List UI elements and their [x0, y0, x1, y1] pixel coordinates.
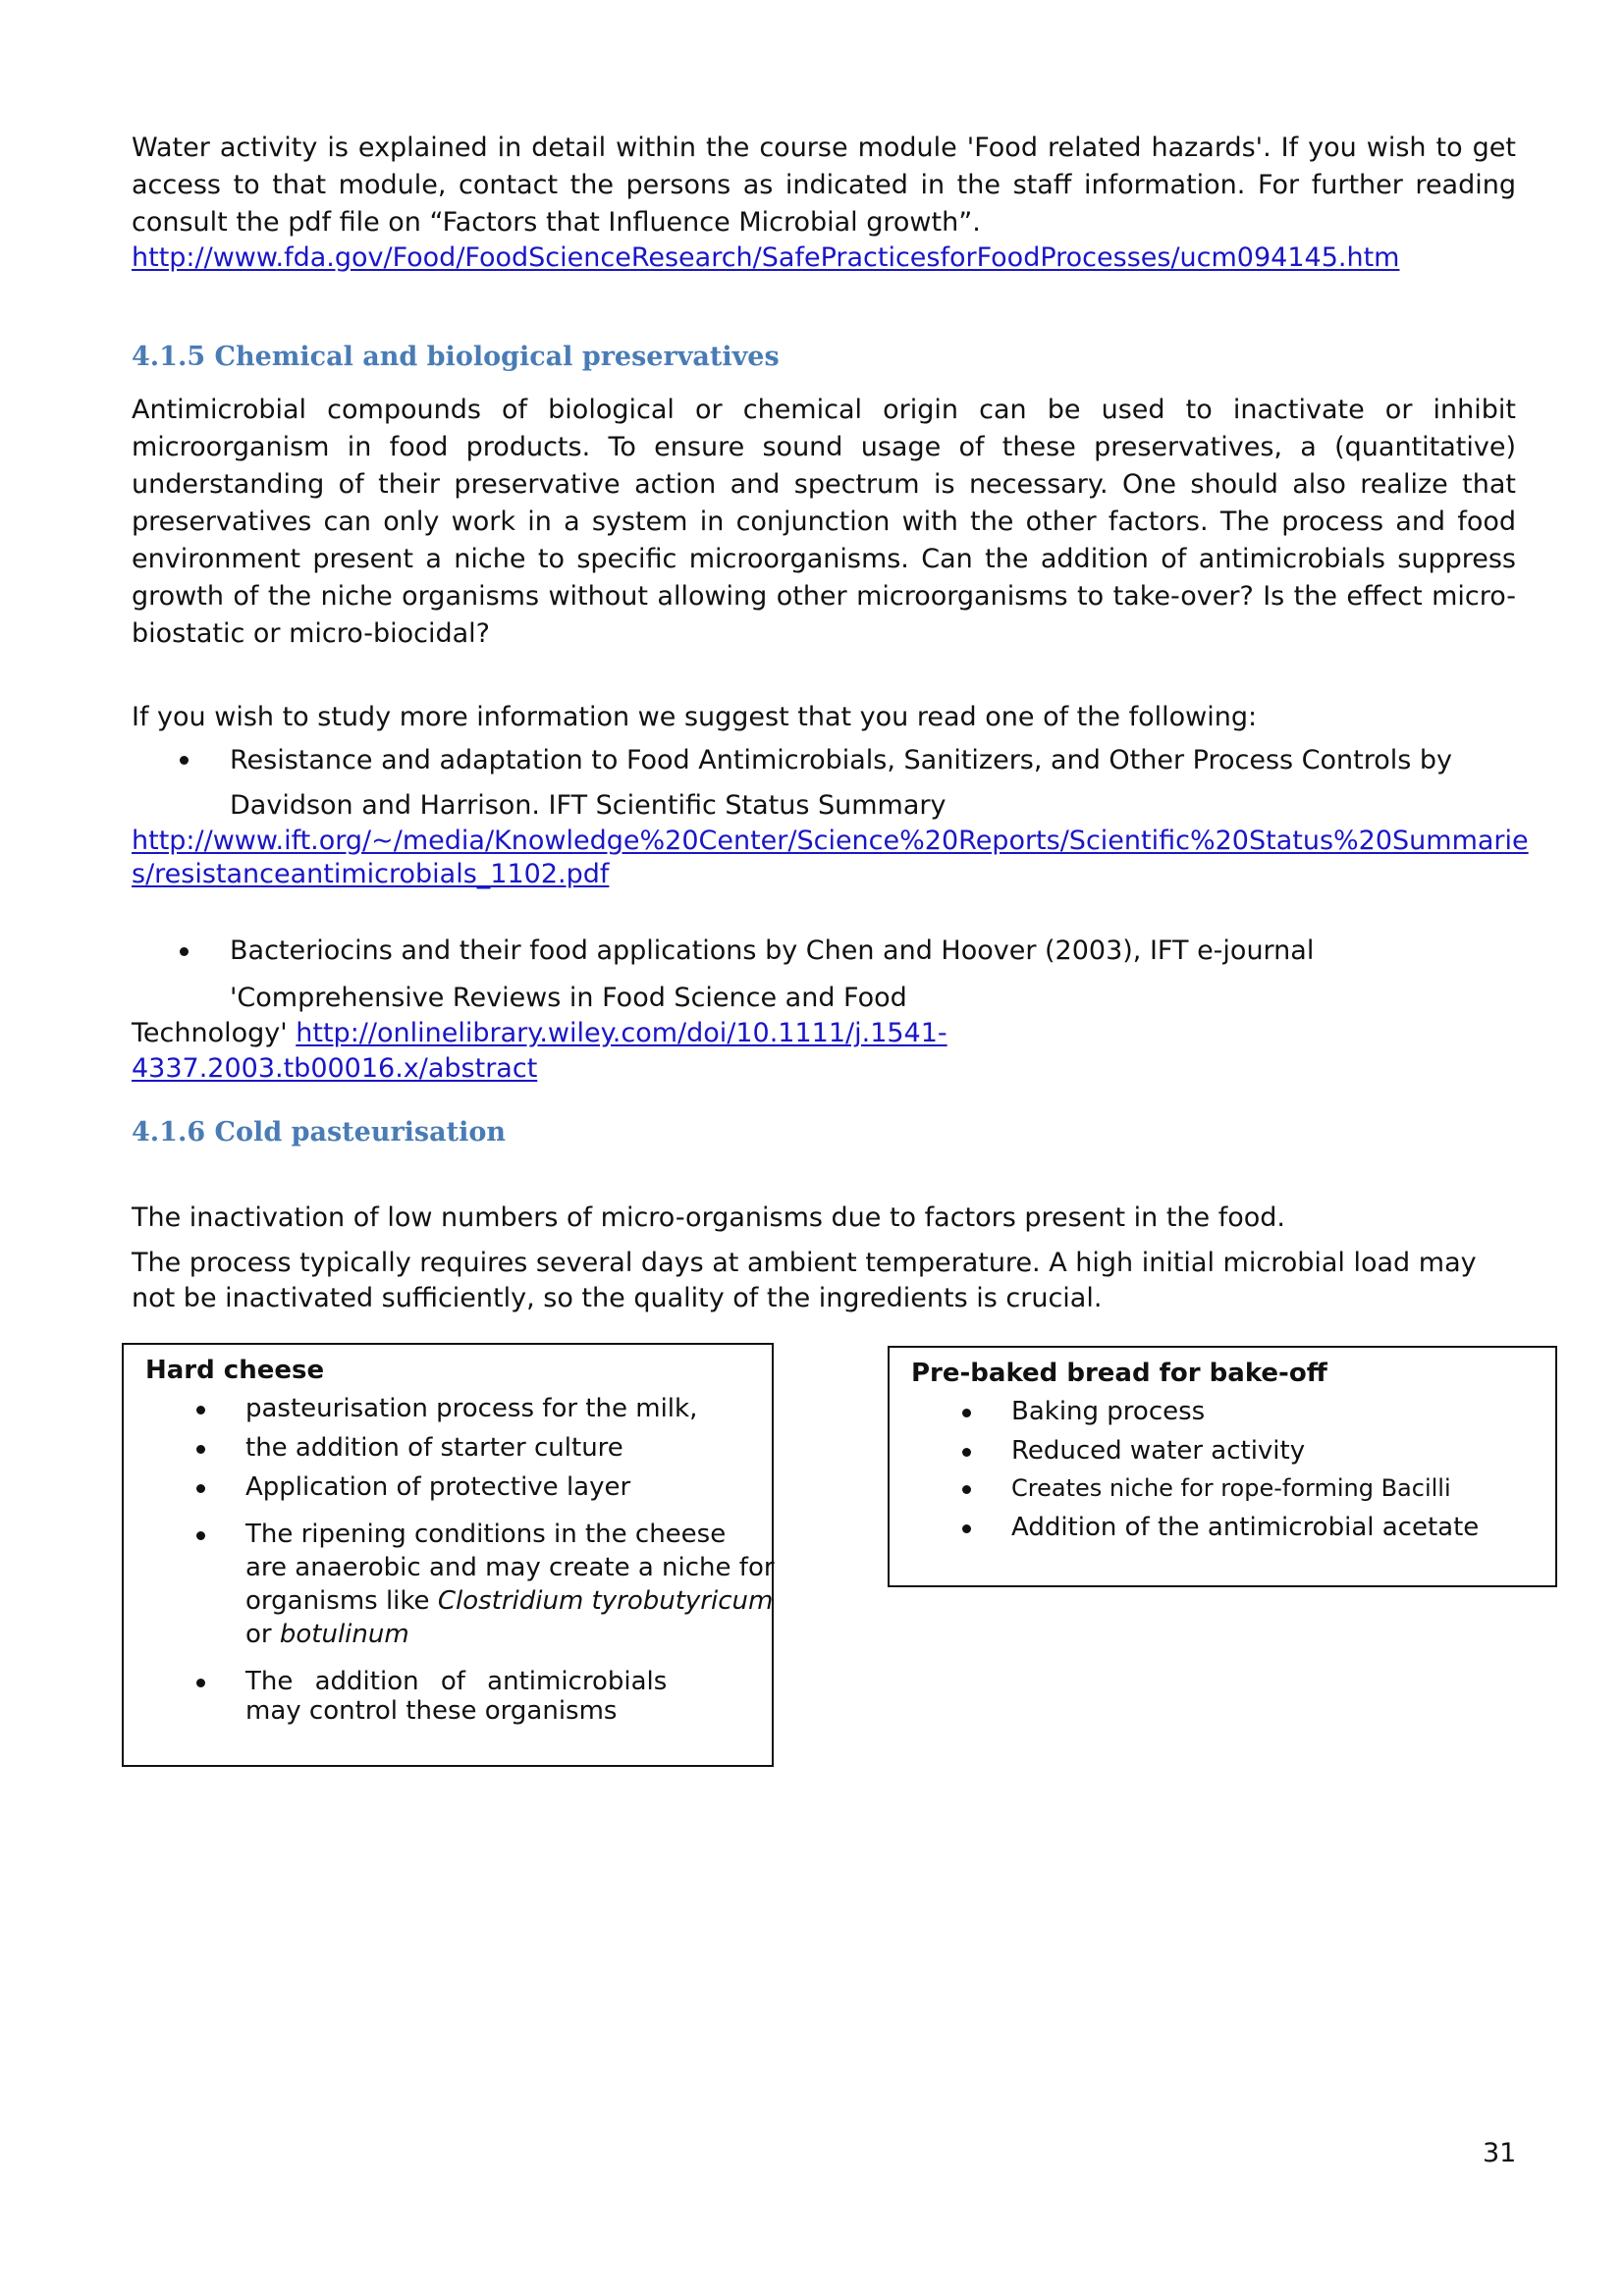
bullet-dot — [962, 1409, 971, 1417]
bullet-dot — [962, 1485, 971, 1494]
ift-link-line1[interactable]: http://www.ift.org/~/media/Knowledge%20Center/Science%20Reports/Scientific%20Status%20Summarie — [132, 826, 1529, 856]
bullet-dot — [196, 1445, 205, 1454]
bread-item-baking: Baking process — [1011, 1397, 1206, 1426]
organism-name-clostridium: Clostridium tyrobutyricum — [437, 1586, 774, 1616]
antimicrobials-line2: may control these organisms — [245, 1696, 618, 1726]
bullet-dot — [196, 1406, 205, 1415]
bullet-dot — [962, 1448, 971, 1457]
cold-pasteurisation-para2-line2: not be inactivated sufficiently, so the quality of the ingredients is crucial. — [132, 1283, 1103, 1313]
fda-link[interactable]: http://www.fda.gov/Food/FoodScienceResearch/SafePracticesforFoodProcesses/ucm094145.htm — [132, 242, 1400, 273]
cheese-item-antimicrobials — [245, 1665, 667, 1728]
ripening-line1: The ripening conditions in the cheese — [245, 1520, 727, 1549]
hard-cheese-title: Hard cheese — [145, 1356, 325, 1385]
ref1-title-line1: Resistance and adaptation to Food Antimicrobials, Sanitizers, and Other Process Controls by — [230, 745, 1453, 775]
bullet-dot — [962, 1524, 971, 1533]
antimicrobials-line1: The addition of antimicrobials — [245, 1667, 668, 1696]
section-heading-4-1-6: 4.1.6 Cold pasteurisation — [132, 1117, 506, 1148]
bullet-dot — [196, 1531, 205, 1540]
ref2-technology-text: Technology' — [132, 1018, 288, 1048]
bread-item-rope-forming: Creates niche for rope-forming Bacilli — [1011, 1474, 1451, 1502]
cheese-item-protective-layer: Application of protective layer — [245, 1472, 631, 1502]
organism-name-botulinum: botulinum — [279, 1620, 409, 1649]
bullet-dot — [180, 947, 189, 956]
bread-item-water-activity: Reduced water activity — [1011, 1436, 1306, 1466]
bread-item-acetate: Addition of the antimicrobial acetate — [1011, 1513, 1480, 1542]
cheese-item-starter-culture: the addition of starter culture — [245, 1433, 623, 1463]
preservatives-paragraph: Antimicrobial compounds of biological or chemical origin can be used to inactivate or inhibit microorganism in food products. To ensure sound usage of these preservatives, a (quantitative) understanding of their preservative action and spectrum is necessary. One should also realize that preservatives can only work in a system in conjunction with the other factors. The process and food environment present a niche to specific microorganisms. Can the addition of antimicrobials suppress growth of the niche organisms without allowing other microorganisms to take-over? Is the effect micro-biostatic or micro-biocidal? — [132, 395, 1516, 649]
ripening-line3 — [245, 1584, 775, 1618]
ripening-line4 — [245, 1618, 775, 1651]
intro-paragraph: Water activity is explained in detail within the course module 'Food related hazards'. If you wish to get access to that module, contact the persons as indicated in the staff information. For further reading consult the pdf file on “Factors that Influence Microbial growth”. — [132, 133, 1516, 238]
ref1-title-line2: Davidson and Harrison. IFT Scientific Status Summary — [230, 790, 947, 821]
bullet-dot — [196, 1484, 205, 1493]
bullet-dot — [180, 756, 189, 765]
section-heading-4-1-5: 4.1.5 Chemical and biological preservatives — [132, 342, 780, 372]
pre-baked-bread-title: Pre-baked bread for bake-off — [911, 1359, 1327, 1388]
ripening-line2: are anaerobic and may create a niche for — [245, 1553, 775, 1582]
ripening-line3-text: organisms like — [245, 1586, 430, 1616]
hard-cheese-box — [122, 1343, 774, 1767]
ref2-title-line2: 'Comprehensive Reviews in Food Science and Food — [230, 983, 907, 1013]
ripening-line4-text: or — [245, 1620, 272, 1649]
bullet-dot — [196, 1679, 205, 1687]
suggest-text: If you wish to study more information we suggest that you read one of the following: — [132, 702, 1258, 732]
wiley-link-line2[interactable]: 4337.2003.tb00016.x/abstract — [132, 1053, 538, 1084]
ref2-title-line3 — [132, 1015, 947, 1052]
ref2-title-line1: Bacteriocins and their food applications by Chen and Hoover (2003), IFT e-journal — [230, 935, 1315, 966]
cheese-item-ripening — [245, 1518, 775, 1651]
ift-link-line2[interactable]: s/resistanceantimicrobials_1102.pdf — [132, 859, 610, 889]
pre-baked-bread-box — [888, 1346, 1557, 1587]
cheese-item-pasteurisation: pasteurisation process for the milk, — [245, 1394, 698, 1423]
wiley-link-line1[interactable]: http://onlinelibrary.wiley.com/doi/10.1111/j.1541- — [296, 1018, 947, 1048]
cold-pasteurisation-para2-line1: The process typically requires several days at ambient temperature. A high initial microbial load may — [132, 1248, 1477, 1278]
cold-pasteurisation-para1: The inactivation of low numbers of micro-organisms due to factors present in the food. — [132, 1202, 1285, 1233]
page-number: 31 — [1483, 2138, 1517, 2168]
